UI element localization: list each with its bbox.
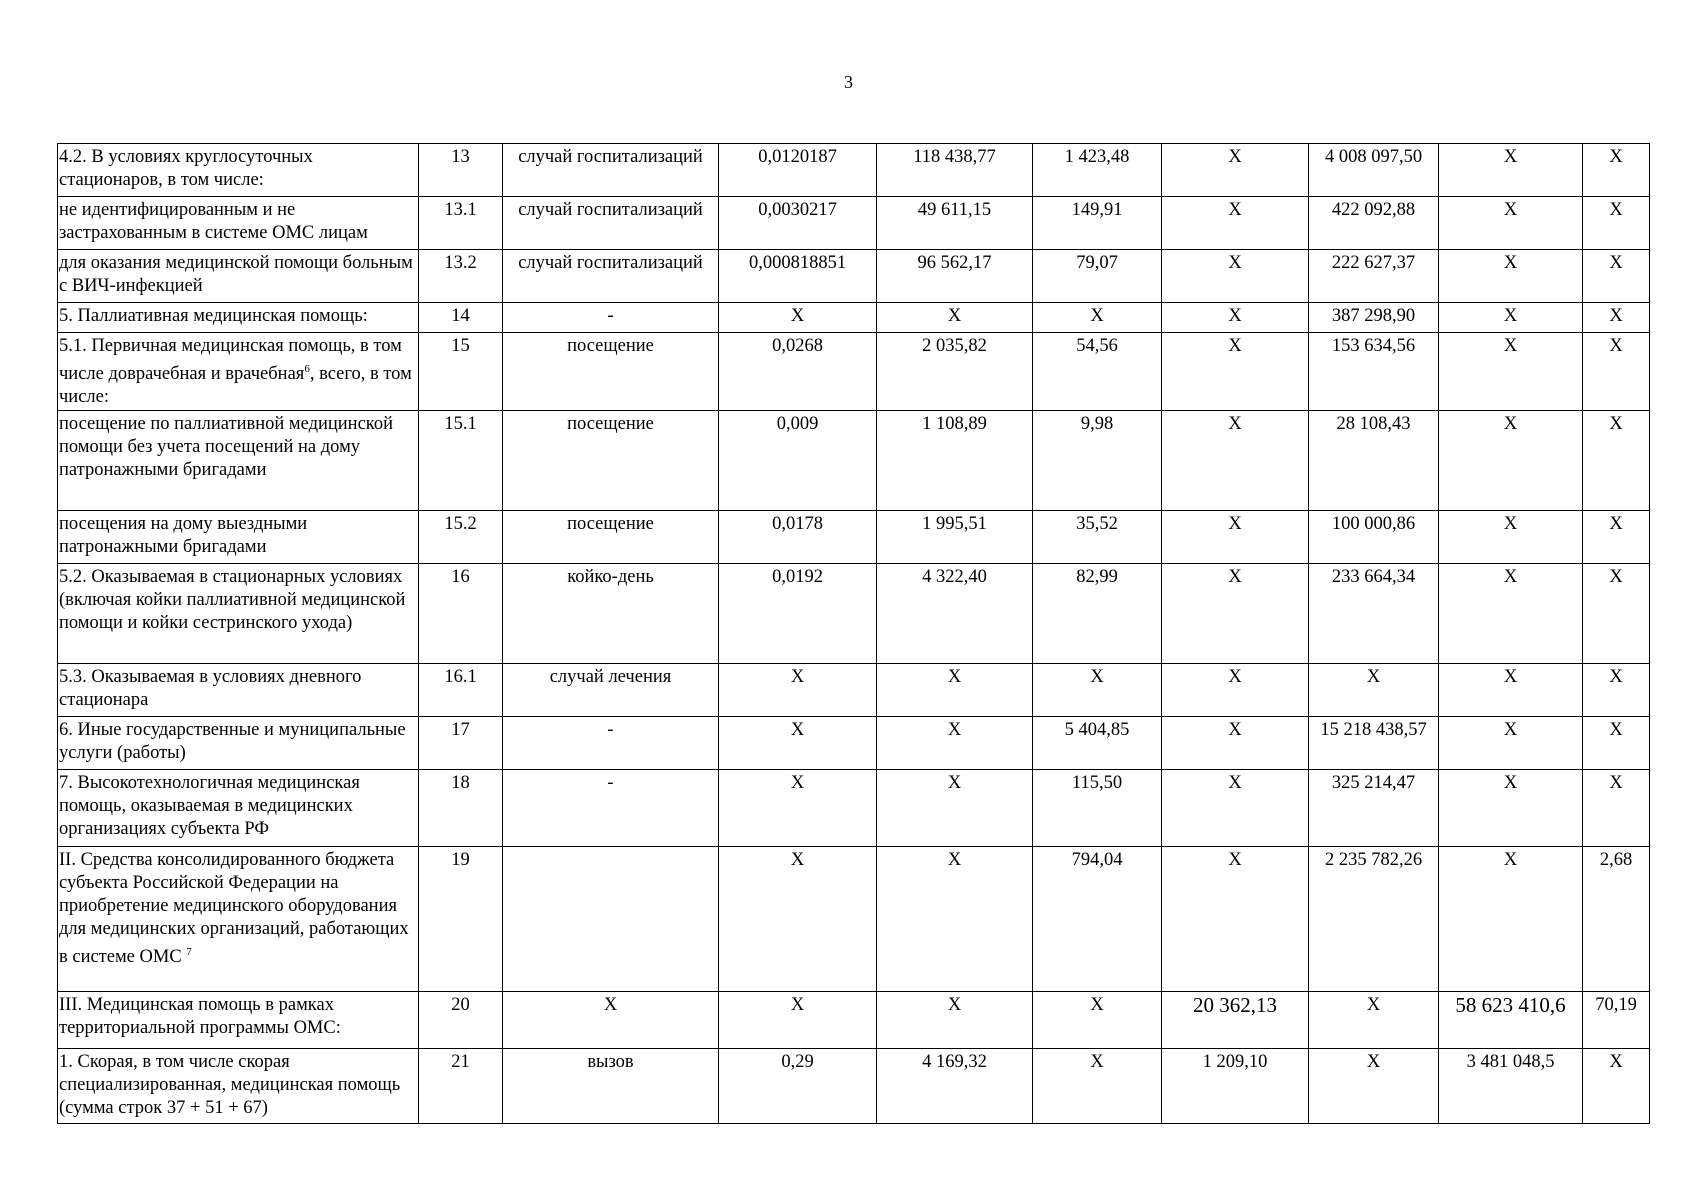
- row-cell: 222 627,37: [1309, 250, 1439, 303]
- row-cell: 96 562,17: [877, 250, 1033, 303]
- row-cell: 15 218 438,57: [1309, 717, 1439, 770]
- row-cell: Х: [1583, 1049, 1650, 1124]
- row-unit: посещение: [503, 411, 719, 511]
- row-cell: Х: [1162, 333, 1309, 411]
- row-cell: Х: [1439, 250, 1583, 303]
- row-unit: посещение: [503, 333, 719, 411]
- row-name: 7. Высокотехнологичная медицинская помощь, оказываемая в медицинских организациях субъекта РФ: [58, 770, 419, 847]
- row-cell: Х: [1583, 144, 1650, 197]
- row-unit: -: [503, 770, 719, 847]
- row-name: 1. Скорая, в том числе скорая специализированная, медицинская помощь (сумма строк 37 + 51 + 67): [58, 1049, 419, 1124]
- row-unit: Х: [503, 992, 719, 1049]
- table-row: [58, 511, 1650, 564]
- row-cell: Х: [1439, 564, 1583, 664]
- row-cell: 2,68: [1583, 847, 1650, 992]
- row-cell: Х: [719, 717, 877, 770]
- row-cell: 100 000,86: [1309, 511, 1439, 564]
- row-cell: Х: [1439, 717, 1583, 770]
- row-cell: Х: [1583, 770, 1650, 847]
- table-row: [58, 992, 1650, 1049]
- row-cell: 1 423,48: [1033, 144, 1162, 197]
- row-cell: Х: [1439, 144, 1583, 197]
- row-cell: Х: [877, 664, 1033, 717]
- table-row: [58, 770, 1650, 847]
- row-cell: 2 235 782,26: [1309, 847, 1439, 992]
- row-cell: Х: [1033, 1049, 1162, 1124]
- row-cell: Х: [1162, 847, 1309, 992]
- table-row: [58, 144, 1650, 197]
- row-cell: Х: [1162, 717, 1309, 770]
- row-cell: 9,98: [1033, 411, 1162, 511]
- row-cell: 149,91: [1033, 197, 1162, 250]
- row-cell: Х: [1162, 411, 1309, 511]
- row-unit: случай лечения: [503, 664, 719, 717]
- row-cell: 1 209,10: [1162, 1049, 1309, 1124]
- row-cell: 0,0030217: [719, 197, 877, 250]
- row-cell: 70,19: [1583, 992, 1650, 1049]
- row-cell: Х: [1033, 303, 1162, 333]
- row-name: [58, 847, 419, 992]
- row-cell: Х: [1583, 197, 1650, 250]
- row-cell: 49 611,15: [877, 197, 1033, 250]
- row-cell: 233 664,34: [1309, 564, 1439, 664]
- row-unit: вызов: [503, 1049, 719, 1124]
- row-cell: 58 623 410,6: [1439, 992, 1583, 1049]
- row-cell: 1 995,51: [877, 511, 1033, 564]
- row-name: 5.3. Оказываемая в условиях дневного стационара: [58, 664, 419, 717]
- row-cell: 118 438,77: [877, 144, 1033, 197]
- table-row: [58, 411, 1650, 511]
- row-cell: Х: [1309, 1049, 1439, 1124]
- row-cell: Х: [1162, 250, 1309, 303]
- row-cell: Х: [719, 303, 877, 333]
- row-cell: 325 214,47: [1309, 770, 1439, 847]
- row-cell: 82,99: [1033, 564, 1162, 664]
- row-cell: 422 092,88: [1309, 197, 1439, 250]
- table-row: [58, 197, 1650, 250]
- row-name: 4.2. В условиях круглосуточных стационаров, в том числе:: [58, 144, 419, 197]
- row-name: для оказания медицинской помощи больным с ВИЧ-инфекцией: [58, 250, 419, 303]
- row-name: посещения на дому выездными патронажными бригадами: [58, 511, 419, 564]
- footnote-mark: 7: [186, 946, 192, 959]
- row-code: 16.1: [419, 664, 503, 717]
- table-row: [58, 717, 1650, 770]
- row-cell: Х: [1439, 411, 1583, 511]
- row-cell: 387 298,90: [1309, 303, 1439, 333]
- row-cell: Х: [1162, 664, 1309, 717]
- row-name: не идентифицированным и не застрахованным в системе ОМС лицам: [58, 197, 419, 250]
- row-cell: Х: [1309, 664, 1439, 717]
- row-cell: Х: [1583, 333, 1650, 411]
- row-cell: 54,56: [1033, 333, 1162, 411]
- row-cell: Х: [877, 992, 1033, 1049]
- row-name: 6. Иные государственные и муниципальные услуги (работы): [58, 717, 419, 770]
- row-code: 17: [419, 717, 503, 770]
- row-cell: Х: [877, 717, 1033, 770]
- row-code: 15.1: [419, 411, 503, 511]
- row-cell: Х: [1033, 664, 1162, 717]
- row-cell: 0,0192: [719, 564, 877, 664]
- row-cell: Х: [1439, 847, 1583, 992]
- row-unit: [503, 847, 719, 992]
- row-cell: 5 404,85: [1033, 717, 1162, 770]
- row-code: 20: [419, 992, 503, 1049]
- row-code: 21: [419, 1049, 503, 1124]
- row-cell: Х: [1309, 992, 1439, 1049]
- row-cell: Х: [1439, 303, 1583, 333]
- footnote-mark: 6: [304, 363, 310, 375]
- row-cell: Х: [877, 847, 1033, 992]
- page-number: 3: [844, 72, 853, 92]
- table-row: [58, 1049, 1650, 1124]
- row-cell: Х: [1162, 303, 1309, 333]
- row-cell: 0,0120187: [719, 144, 877, 197]
- row-name: 5. Паллиативная медицинская помощь:: [58, 303, 419, 333]
- table-row: [58, 333, 1650, 411]
- row-unit: случай госпитализаций: [503, 197, 719, 250]
- row-unit: койко-день: [503, 564, 719, 664]
- row-cell: Х: [1583, 411, 1650, 511]
- row-cell: Х: [1439, 333, 1583, 411]
- table-row: [58, 847, 1650, 992]
- row-cell: 0,0178: [719, 511, 877, 564]
- table-row: [58, 564, 1650, 664]
- row-code: 14: [419, 303, 503, 333]
- row-code: 13.2: [419, 250, 503, 303]
- row-cell: Х: [719, 770, 877, 847]
- row-code: 13: [419, 144, 503, 197]
- row-cell: Х: [719, 992, 877, 1049]
- row-cell: 28 108,43: [1309, 411, 1439, 511]
- row-unit: случай госпитализаций: [503, 250, 719, 303]
- table-row: [58, 303, 1650, 333]
- row-cell: 20 362,13: [1162, 992, 1309, 1049]
- row-cell: Х: [1583, 303, 1650, 333]
- row-cell: Х: [719, 847, 877, 992]
- row-name-text: II. Средства консолидированного бюджета субъекта Российской Федерации на приобретение медицинского оборудования для медицинских организаций, работающих в системе ОМС: [59, 850, 409, 968]
- row-cell: 4 169,32: [877, 1049, 1033, 1124]
- row-name-tail: , всего, в том числе:: [59, 364, 412, 408]
- row-unit: случай госпитализаций: [503, 144, 719, 197]
- row-cell: Х: [1439, 511, 1583, 564]
- row-code: 15: [419, 333, 503, 411]
- row-code: 15.2: [419, 511, 503, 564]
- row-code: 18: [419, 770, 503, 847]
- row-name: [58, 333, 419, 411]
- row-name: посещение по паллиативной медицинской помощи без учета посещений на дому патронажными бригадами: [58, 411, 419, 511]
- row-cell: 115,50: [1033, 770, 1162, 847]
- row-cell: Х: [1162, 770, 1309, 847]
- row-cell: Х: [1439, 197, 1583, 250]
- row-unit: посещение: [503, 511, 719, 564]
- row-name: 5.2. Оказываемая в стационарных условиях (включая койки паллиативной медицинской помощи и койки сестринского ухода): [58, 564, 419, 664]
- row-cell: Х: [1583, 564, 1650, 664]
- row-cell: 4 322,40: [877, 564, 1033, 664]
- row-cell: 153 634,56: [1309, 333, 1439, 411]
- row-code: 16: [419, 564, 503, 664]
- row-cell: 2 035,82: [877, 333, 1033, 411]
- row-unit: -: [503, 303, 719, 333]
- row-cell: Х: [1439, 770, 1583, 847]
- row-cell: 0,29: [719, 1049, 877, 1124]
- row-name: III. Медицинская помощь в рамках территориальной программы ОМС:: [58, 992, 419, 1049]
- row-name-text: 5.1. Первичная медицинская помощь, в том числе доврачебная и врачебная: [59, 336, 402, 385]
- row-cell: Х: [1162, 144, 1309, 197]
- row-cell: 35,52: [1033, 511, 1162, 564]
- row-cell: 4 008 097,50: [1309, 144, 1439, 197]
- row-cell: Х: [1162, 197, 1309, 250]
- row-cell: 1 108,89: [877, 411, 1033, 511]
- row-cell: 0,000818851: [719, 250, 877, 303]
- data-table: [57, 143, 1650, 1124]
- table-row: [58, 250, 1650, 303]
- row-unit: -: [503, 717, 719, 770]
- row-cell: Х: [1583, 250, 1650, 303]
- row-cell: Х: [877, 770, 1033, 847]
- row-cell: Х: [1439, 664, 1583, 717]
- row-cell: 3 481 048,5: [1439, 1049, 1583, 1124]
- row-cell: Х: [1583, 717, 1650, 770]
- row-cell: Х: [1162, 564, 1309, 664]
- row-cell: Х: [1162, 511, 1309, 564]
- table-row: [58, 664, 1650, 717]
- row-cell: Х: [719, 664, 877, 717]
- row-cell: 0,009: [719, 411, 877, 511]
- row-cell: 0,0268: [719, 333, 877, 411]
- row-cell: 79,07: [1033, 250, 1162, 303]
- row-cell: Х: [1583, 664, 1650, 717]
- row-cell: 794,04: [1033, 847, 1162, 992]
- row-code: 19: [419, 847, 503, 992]
- row-cell: Х: [877, 303, 1033, 333]
- row-cell: Х: [1033, 992, 1162, 1049]
- row-cell: Х: [1583, 511, 1650, 564]
- row-code: 13.1: [419, 197, 503, 250]
